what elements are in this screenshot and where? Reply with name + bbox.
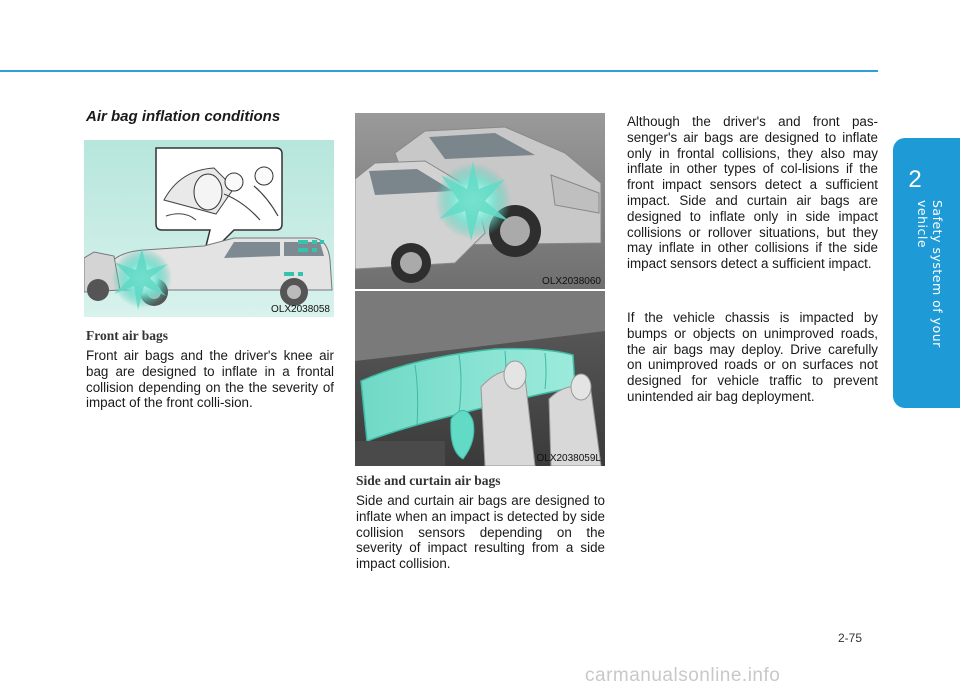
page-number: 2-75 — [838, 631, 863, 645]
figure-code: OLX2038058 — [271, 304, 330, 315]
side-impact-illustration — [355, 113, 605, 289]
front-air-bags-heading: Front air bags — [86, 328, 169, 343]
front-airbag-figure — [84, 140, 334, 317]
curtain-airbag-illustration — [355, 291, 605, 466]
top-rule — [0, 70, 878, 72]
side-curtain-heading: Side and curtain air bags — [356, 473, 501, 488]
figure-code: OLX2038060 — [542, 276, 601, 287]
chapter-number: 2 — [908, 166, 922, 193]
chapter-tab[interactable] — [893, 138, 960, 408]
curtain-airbag-figure — [355, 291, 605, 466]
right-paragraph-2: If the vehicle chassis is impacted by bumps or objects on unimproved roads, the air bags may deploy. Drive carefully on unimproved roads or on surfaces not designed for vehicle traffic to prevent unintended air bag deployment. — [627, 310, 878, 404]
right-paragraph-1: Although the driver's and front pas-senger's air bags are designed to inflate only in frontal collisions, they also may inflate in other types of col-lisions if the front impact sensors detect a sufficient impact. Side and curtain air bags are designed to inflate only in side impact collisions or rollover situations, but they may inflate in other collisions if the side impact sensors detect a sufficient impact. — [627, 114, 878, 272]
watermark-text: carmanualsonline.info — [585, 665, 781, 686]
section-heading: Air bag inflation conditions — [86, 108, 281, 125]
side-curtain-text: Side and curtain air bags are designed to inflate when an impact is detected by side collision sensors depending on the severity of impact resulting from a side impact collision. — [356, 493, 605, 572]
figure-code: OLX2038059L — [536, 453, 601, 464]
side-airbag-figure — [355, 113, 605, 289]
front-collision-illustration — [84, 140, 334, 317]
front-air-bags-text: Front air bags and the driver's knee air bag are designed to inflate in a frontal collision depending on the the severity of impact of the front colli-sion. — [86, 348, 334, 411]
chapter-title: Safety system of your vehicle — [915, 200, 945, 348]
